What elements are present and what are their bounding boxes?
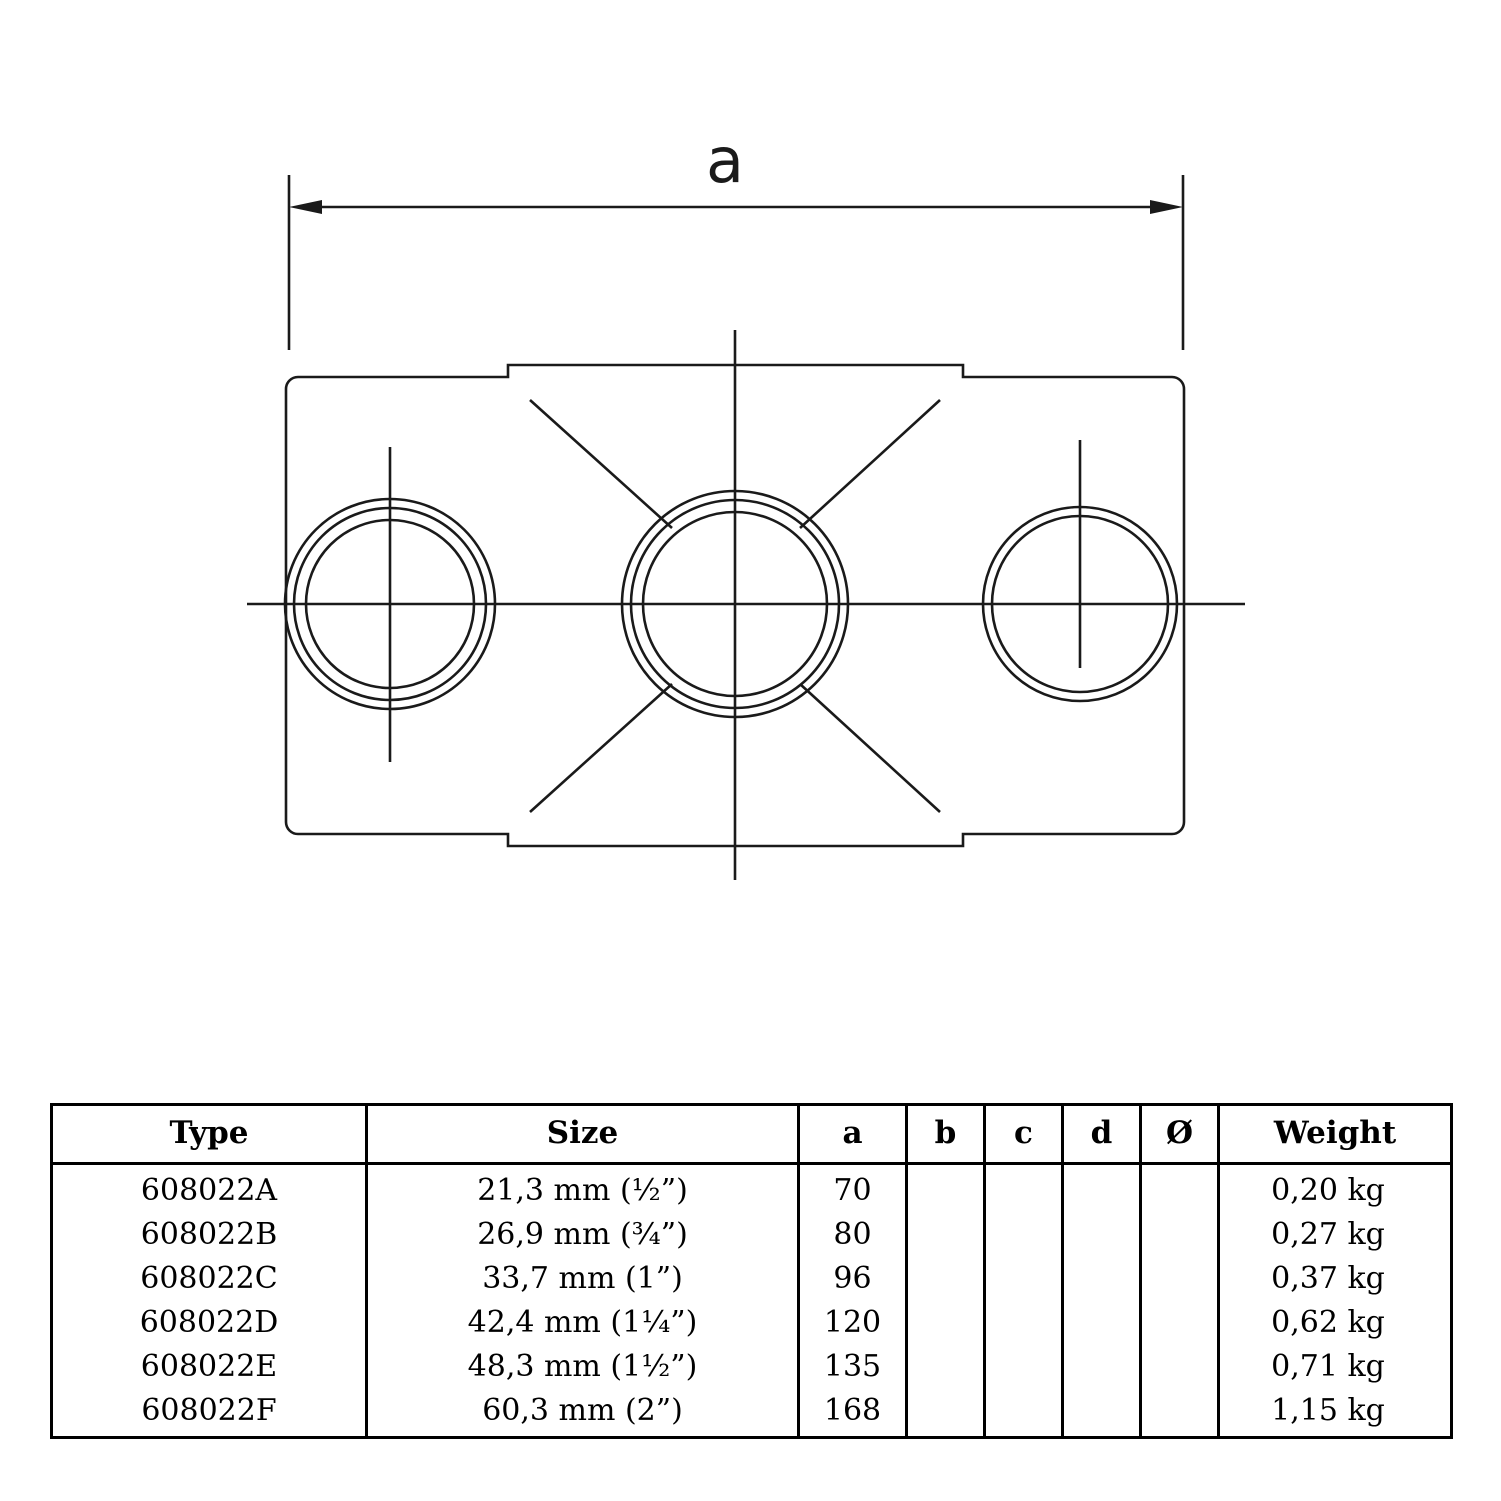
diagonal-top-right	[800, 400, 940, 528]
cell-c	[985, 1389, 1063, 1438]
table-row	[52, 1164, 1452, 1214]
cell-size: 60,3 mm (2”)	[367, 1389, 799, 1438]
cell-weight: 0,62 kg	[1219, 1301, 1452, 1345]
header-type: Type	[52, 1105, 367, 1164]
cell-type: 608022A	[52, 1164, 367, 1214]
cell-weight: 0,71 kg	[1219, 1345, 1452, 1389]
cell-size: 33,7 mm (1”)	[367, 1257, 799, 1301]
cell-size: 48,3 mm (1½”)	[367, 1345, 799, 1389]
header-a: a	[799, 1105, 907, 1164]
diagonal-bottom-right	[800, 684, 940, 812]
cell-a: 80	[799, 1213, 907, 1257]
spec-table	[50, 1103, 1453, 1439]
table-row	[52, 1301, 1452, 1345]
table-row	[52, 1213, 1452, 1257]
cell-c	[985, 1301, 1063, 1345]
cell-b	[907, 1213, 985, 1257]
cell-type: 608022B	[52, 1213, 367, 1257]
header-diameter: Ø	[1141, 1105, 1219, 1164]
cell-b	[907, 1389, 985, 1438]
cell-d	[1063, 1345, 1141, 1389]
cell-c	[985, 1257, 1063, 1301]
cell-weight: 1,15 kg	[1219, 1389, 1452, 1438]
diagonal-bottom-left	[530, 684, 672, 812]
header-c: c	[985, 1105, 1063, 1164]
cell-type: 608022E	[52, 1345, 367, 1389]
cell-size: 42,4 mm (1¼”)	[367, 1301, 799, 1345]
cell-d	[1063, 1164, 1141, 1214]
cell-a: 70	[799, 1164, 907, 1214]
cell-b	[907, 1345, 985, 1389]
table-row	[52, 1345, 1452, 1389]
header-row	[52, 1105, 1452, 1164]
header-weight: Weight	[1219, 1105, 1452, 1164]
dimension-label-a: a	[706, 124, 744, 197]
cell-size: 26,9 mm (¾”)	[367, 1213, 799, 1257]
arrow-right	[1150, 200, 1183, 214]
cell-a: 135	[799, 1345, 907, 1389]
cell-diameter	[1141, 1257, 1219, 1301]
spec-table-body	[52, 1164, 1452, 1438]
table-row	[52, 1389, 1452, 1438]
cell-c	[985, 1213, 1063, 1257]
cell-b	[907, 1301, 985, 1345]
spec-table-header	[52, 1105, 1452, 1164]
spec-table-container	[50, 1103, 1450, 1439]
arrow-left	[289, 200, 322, 214]
cell-size: 21,3 mm (½”)	[367, 1164, 799, 1214]
header-b: b	[907, 1105, 985, 1164]
cell-diameter	[1141, 1164, 1219, 1214]
cell-weight: 0,20 kg	[1219, 1164, 1452, 1214]
cell-c	[985, 1164, 1063, 1214]
cell-b	[907, 1257, 985, 1301]
cell-diameter	[1141, 1389, 1219, 1438]
diagonal-top-left	[530, 400, 672, 528]
cell-type: 608022F	[52, 1389, 367, 1438]
cell-diameter	[1141, 1213, 1219, 1257]
cell-weight: 0,37 kg	[1219, 1257, 1452, 1301]
cell-diameter	[1141, 1301, 1219, 1345]
table-row	[52, 1257, 1452, 1301]
cell-weight: 0,27 kg	[1219, 1213, 1452, 1257]
cell-c	[985, 1345, 1063, 1389]
cell-a: 168	[799, 1389, 907, 1438]
cell-type: 608022D	[52, 1301, 367, 1345]
cell-a: 96	[799, 1257, 907, 1301]
cell-diameter	[1141, 1345, 1219, 1389]
header-d: d	[1063, 1105, 1141, 1164]
cell-a: 120	[799, 1301, 907, 1345]
cell-b	[907, 1164, 985, 1214]
cell-d	[1063, 1257, 1141, 1301]
cell-d	[1063, 1213, 1141, 1257]
cell-d	[1063, 1301, 1141, 1345]
cell-d	[1063, 1389, 1141, 1438]
cell-type: 608022C	[52, 1257, 367, 1301]
header-size: Size	[367, 1105, 799, 1164]
